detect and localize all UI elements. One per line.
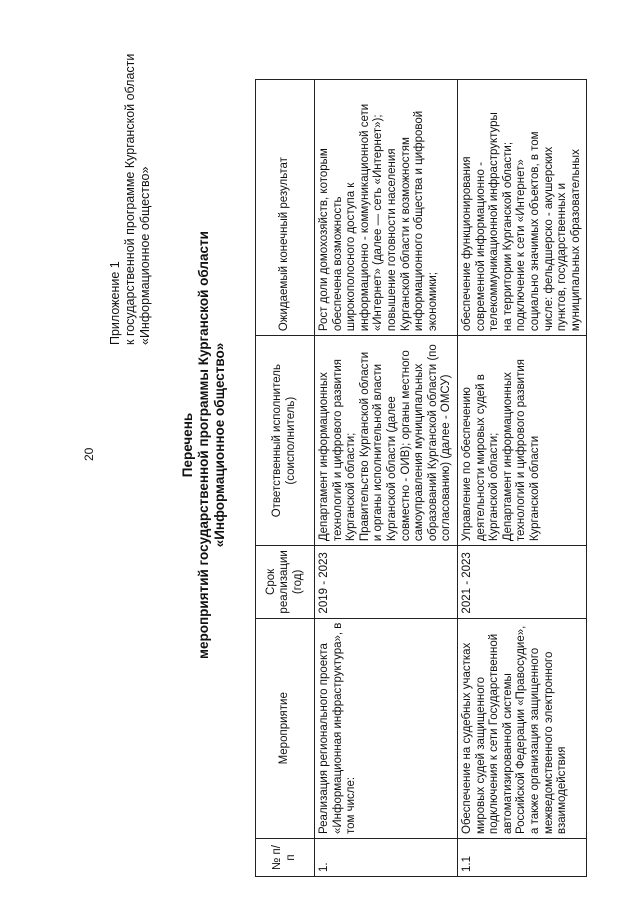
header-result: Ожидаемый конечный результат — [256, 80, 315, 336]
heading-line-3: «Информационное общество» — [212, 342, 227, 548]
header-event: Мероприятие — [256, 618, 315, 838]
appendix-line-2: к государственной программе Курганской области — [123, 53, 137, 345]
header-executor: Ответственный исполнитель (соисполнитель) — [256, 336, 315, 546]
events-table — [255, 79, 587, 877]
document-heading — [180, 185, 228, 705]
header-num: № п/п — [256, 839, 315, 877]
row-1-num: 1. — [315, 839, 458, 877]
row-2-num: 1.1 — [457, 839, 586, 877]
row-1-executor: Департамент информационных технологий и цифрового развития Курганской области; Правительство Курганской области и органы исполнительной власти Курганской области (далее совместно - ОИВ); органы местного самоуправления муниципальных образований Курганской области (по согласованию) (далее - ОМСУ) — [315, 336, 458, 546]
row-1-event: Реализация регионального проекта «Информационная инфраструктура», в том числе: — [315, 618, 458, 838]
header-term: Срок реализации (год) — [256, 546, 315, 618]
heading-line-2: мероприятий государственной программы Курганской области — [196, 231, 211, 659]
row-2-executor: Управление по обеспечению деятельности мировых судей в Курганской области; Департамент информационных технологий и цифрового развития Курганской области — [457, 336, 586, 546]
row-2-term: 2021 - 2023 — [457, 546, 586, 618]
table-header-row — [256, 80, 315, 877]
appendix-line-1: Приложение 1 — [108, 261, 122, 345]
table-row — [457, 80, 586, 877]
row-1-result: Рост доли домохозяйств, которым обеспечена возможность широкополосного доступа к информационно - коммуникационной сети «Интернет» (далее — сеть «Интернет»); повышение готовности населения Курганской области к возможностям информационного общества и цифровой экономики; — [315, 80, 458, 336]
row-2-result: обеспечение функционирования современной информационно - телекоммуникационной инфраструктуры на территории Курганской области; подключение к сети «Интернет» социально значимых объектов, в том числе: фельдшерско - акушерских пунктов, государственных и муниципальных образовательных — [457, 80, 586, 336]
row-1-term: 2019 - 2023 — [315, 546, 458, 618]
table-row — [315, 80, 458, 877]
appendix-line-3: «Информационное общество» — [138, 166, 152, 345]
row-2-event: Обеспечение на судебных участках мировых судей защищенного подключения к сети Государственной автоматизированной системы Российской Федерации «Правосудие», а также организация защищенного межведомственного электронного взаимодействия — [457, 618, 586, 838]
heading-line-1: Перечень — [180, 412, 195, 478]
appendix-note — [108, 25, 153, 345]
page-number: 20 — [82, 447, 96, 461]
